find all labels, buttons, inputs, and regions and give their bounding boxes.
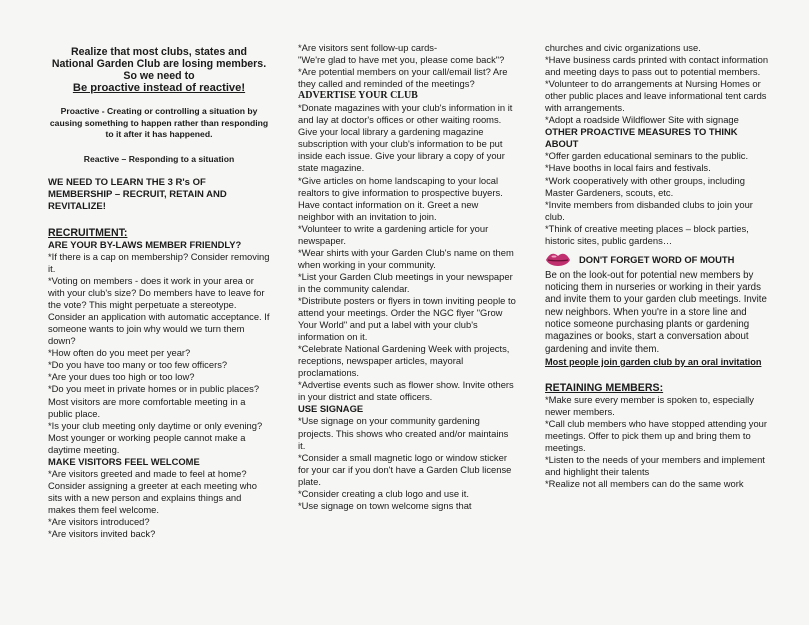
proactive-heading: Be proactive instead of reactive! bbox=[72, 82, 246, 95]
column-recruitment bbox=[48, 0, 270, 540]
list-item: *Are visitors introduced? bbox=[48, 516, 150, 527]
list-item: *Do you meet in private homes or in public places? Most visitors are more comfortable meeting in a public place. bbox=[48, 383, 260, 419]
list-item: *Volunteer to write a gardening article for your newspaper. bbox=[298, 222, 489, 246]
list-item: *Call club members who have stopped attending your meetings. Offer to pick them up and bring them to meetings. bbox=[545, 418, 768, 454]
recruitment-heading: RECRUITMENT: bbox=[48, 226, 128, 239]
list-item: *If there is a cap on membership? Consider removing it. bbox=[48, 250, 270, 275]
list-item: *List your Garden Club meetings in your newspaper in the community calendar. bbox=[298, 270, 513, 294]
welcome-heading: MAKE VISITORS FEEL WELCOME bbox=[48, 455, 200, 467]
list-item: *Consider creating a club logo and use it. bbox=[298, 487, 469, 499]
reactive-definition: Reactive – Responding to a situation bbox=[83, 153, 235, 164]
list-item: *Celebrate National Gardening Week with projects, receptions, newspaper articles, mayoral proclamations. bbox=[298, 343, 510, 379]
list-item: *Are visitors sent follow-up cards- bbox=[298, 42, 438, 53]
list-item: "We're glad to have met you, please come back"? bbox=[298, 54, 505, 66]
list-item: *Is your club meeting only daytime or only evening? Most younger or working people cannot make a daytime meeting. bbox=[48, 419, 263, 455]
word-of-mouth-text: Be on the look-out for potential new members by noticing them in nurseries or working in their yards and invite them to your garden club meetings. Invite new neighbors. When you're in a store line and notice someone purchasing plants or gardening magazines or books, start a conversation about gardening and invite them. bbox=[545, 269, 767, 355]
list-item: *Are visitors greeted and made to feel at home? Consider assigning a greeter at each meeting who sits with a new person and explains things and makes them feel welcome. bbox=[48, 467, 257, 515]
intro-line: So we need to bbox=[123, 70, 195, 83]
list-item: *Think of creative meeting places – block parties, historic sites, public gardens… bbox=[545, 222, 749, 246]
list-item: *Give articles on home landscaping to your local realtors to give information to prospective buyers. Have contact information on it. Greet a new neighbor with an invitation to join. bbox=[298, 174, 503, 222]
list-item: *Invite members from disbanded clubs to join your club. bbox=[545, 198, 753, 222]
other-measures-heading: OTHER PROACTIVE MEASURES TO THINK ABOUT bbox=[545, 126, 738, 150]
intro-line: Realize that most clubs, states and bbox=[70, 46, 248, 58]
list-item: *Wear shirts with your Garden Club's name on them when working in your community. bbox=[298, 246, 514, 270]
list-item: *Have booths in local fairs and festivals. bbox=[545, 162, 711, 174]
list-item: *Donate magazines with your club's information in it and lay at doctor's offices or other waiting rooms. Give your local library a gardening magazine subscription with your club's information to be put inside each issue. Give your library a copy of your state magazine. bbox=[298, 102, 513, 174]
word-of-mouth-header bbox=[545, 250, 770, 270]
lips-icon bbox=[545, 250, 571, 270]
list-item: *Realize not all members can do the same work bbox=[545, 478, 744, 490]
three-rs-statement: WE NEED TO LEARN THE 3 R's OF MEMBERSHIP – RECRUIT, RETAIN AND REVITALIZE! bbox=[48, 176, 227, 212]
word-of-mouth-emphasis: Most people join garden club by an oral invitation bbox=[545, 356, 762, 367]
list-item: *Are your dues too high or too low? bbox=[48, 371, 195, 383]
list-item: *Work cooperatively with other groups, including Master Gardeners, scouts, etc. bbox=[545, 174, 745, 198]
column-advertise bbox=[298, 42, 516, 512]
list-item: *Have business cards printed with contact information and meeting days to pass out to potential members. bbox=[545, 54, 769, 78]
list-item: *Offer garden educational seminars to the public. bbox=[545, 150, 749, 162]
list-item: *Listen to the needs of your members and implement and highlight their talents bbox=[545, 454, 765, 478]
list-item: *Make sure every member is spoken to, especially newer members. bbox=[545, 393, 754, 418]
list-item: *Advertise events such as flower show. Invite others in your district and state officers. bbox=[298, 379, 514, 403]
list-item: *Volunteer to do arrangements at Nursing Homes or other public places and leave informational tent cards with arrangements. bbox=[545, 78, 767, 114]
advertise-heading: ADVERTISE YOUR CLUB bbox=[298, 90, 418, 102]
word-of-mouth-heading: DON'T FORGET WORD OF MOUTH bbox=[579, 253, 735, 265]
list-item: *Adopt a roadside Wildflower Site with signage bbox=[545, 114, 739, 126]
list-item: churches and civic organizations use. bbox=[545, 42, 701, 53]
column-retaining bbox=[545, 42, 770, 490]
list-item: *Use signage on town welcome signs that bbox=[298, 499, 472, 511]
signage-heading: USE SIGNAGE bbox=[298, 403, 364, 415]
list-item: *Are potential members on your call/email list? Are they called and reminded of the meetings? bbox=[298, 66, 508, 90]
list-item: *Consider a small magnetic logo or window sticker for your car if you don't have a Garden Club license plate. bbox=[298, 451, 512, 487]
list-item: *How often do you meet per year? bbox=[48, 347, 191, 359]
bylaws-heading: ARE YOUR BY-LAWS MEMBER FRIENDLY? bbox=[48, 238, 242, 250]
retaining-heading: RETAINING MEMBERS: bbox=[545, 381, 664, 394]
intro-line: National Garden Club are losing members. bbox=[51, 58, 267, 71]
list-item: *Voting on members - does it work in your area or with your club's size? Do members have to leave for the vote? This might perpetuate a stereotype. Consider an application with automatic acceptance. If someone wants to join why would we turn them down? bbox=[48, 275, 270, 347]
proactive-definition: Proactive - Creating or controlling a situation by causing something to happen rather than responding to it after it has happened. bbox=[49, 106, 269, 140]
list-item: *Are visitors invited back? bbox=[48, 528, 156, 540]
list-item: *Distribute posters or flyers in town inviting people to attend your meetings. Order the NGC flyer "Grow Your World" and put a label with your club's information on it. bbox=[298, 294, 516, 343]
list-item: *Do you have too many or too few officers? bbox=[48, 359, 228, 371]
list-item: *Use signage on your community gardening projects. This shows who created and/or maintains it. bbox=[298, 415, 509, 451]
